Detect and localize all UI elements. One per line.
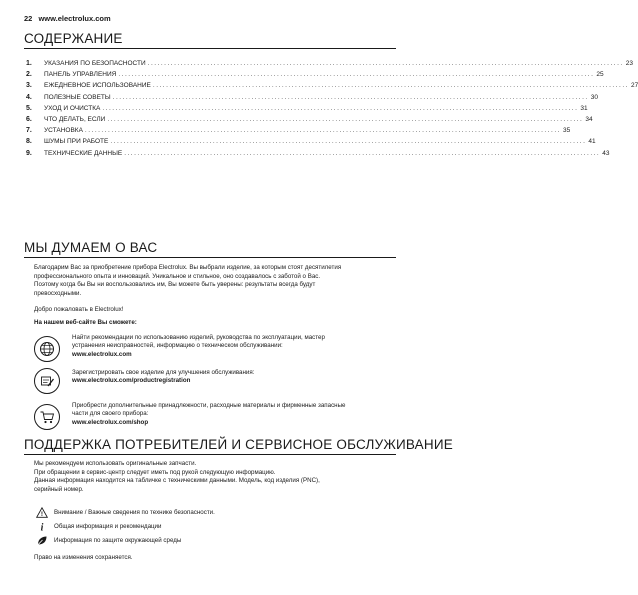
toc-item-page: 31	[580, 104, 588, 112]
shop-item	[72, 402, 392, 427]
svg-text:!: !	[40, 511, 44, 519]
toc-item-page: 35	[562, 127, 571, 135]
intro-line: Поэтому когда бы Вы ни воспользовались им, Вы можете быть уверены: результаты всегда будут	[34, 281, 316, 289]
legend-warning-text: Внимание / Важные сведения по технике безопасности.	[54, 509, 215, 516]
welcome-text: Добро пожаловать в Electrolux!	[34, 306, 124, 313]
toc-item-number: 7.	[26, 127, 32, 135]
info-icon	[36, 521, 48, 532]
toc-item[interactable]	[26, 103, 588, 114]
toc-item-label: УХОД И ОЧИСТКА	[44, 104, 101, 112]
toc-item-number: 4.	[26, 93, 32, 101]
toc-leader-dots: ................................................................................................................................................	[124, 149, 601, 157]
toc-item-label: ШУМЫ ПРИ РАБОТЕ	[44, 138, 109, 146]
item-line: части для своего прибора:	[72, 410, 149, 418]
intro-line: профессионального опыта и инноваций. Уникальное и стильное, оно создавалось с заботой о Вас.	[34, 272, 321, 280]
toc-item-label: УСТАНОВКА	[44, 127, 83, 135]
shopping-cart-icon	[34, 404, 60, 430]
website-heading: На нашем веб-сайте Вы сможете:	[34, 319, 137, 326]
item-link[interactable]: www.electrolux.com/shop	[72, 418, 149, 426]
globe-icon	[34, 336, 60, 362]
toc-item[interactable]	[26, 58, 633, 69]
legend-info-text: Общая информация и рекомендации	[54, 523, 162, 530]
support-divider	[24, 454, 396, 455]
toc-leader-dots: ................................................................................................................................................	[84, 127, 561, 135]
toc-item-label: ТЕХНИЧЕСКИЕ ДАННЫЕ	[44, 149, 123, 157]
item-line: Найти рекомендации по использованию изделий, руководства по эксплуатации, мастер	[72, 334, 325, 341]
page-number: 22	[24, 14, 33, 23]
toc-item-label: ЕЖЕДНЕВНОЕ ИСПОЛЬЗОВАНИЕ	[44, 82, 151, 90]
toc-item-label: ПОЛЕЗНЫЕ СОВЕТЫ	[44, 93, 111, 101]
toc-item-number: 6.	[26, 115, 32, 123]
toc-item[interactable]	[26, 69, 604, 80]
toc-item-page: 23	[625, 60, 633, 67]
toc-item-number: 9.	[26, 149, 32, 157]
toc-item[interactable]	[26, 80, 638, 91]
intro-line: превосходными.	[34, 289, 82, 297]
about-intro	[34, 264, 404, 298]
toc-item[interactable]	[26, 114, 593, 125]
support-line: Мы рекомендуем использовать оригинальные запчасти.	[34, 460, 197, 467]
support-text	[34, 460, 404, 494]
toc-item-number: 5.	[26, 104, 32, 112]
toc-item-label: ЧТО ДЕЛАТЬ, ЕСЛИ	[44, 115, 106, 123]
toc-title: СОДЕРЖАНИЕ	[24, 31, 123, 46]
toc-item-label: УКАЗАНИЯ ПО БЕЗОПАСНОСТИ	[44, 60, 146, 67]
toc-item-number: 1.	[26, 60, 32, 67]
toc-leader-dots: ................................................................................................................................................	[152, 82, 629, 90]
toc-item-number: 8.	[26, 138, 32, 146]
toc-item-page: 41	[588, 138, 596, 146]
toc-item-label: ПАНЕЛЬ УПРАВЛЕНИЯ	[44, 71, 117, 79]
toc-leader-dots: ................................................................................................................................................	[118, 71, 595, 79]
toc-item[interactable]	[26, 92, 598, 103]
toc-leader-dots: ................................................................................................................................................	[107, 115, 584, 123]
svg-text:i: i	[40, 522, 44, 534]
leaf-icon	[36, 535, 48, 546]
toc-item[interactable]	[26, 125, 571, 136]
toc-item-page: 43	[602, 149, 610, 157]
site-url[interactable]: www.electrolux.com	[38, 14, 111, 23]
toc-leader-dots: ................................................................................................................................................	[147, 60, 624, 67]
intro-line: Благодарим Вас за приобретение прибора Electrolux. Вы выбрали изделие, за которым стоят десятилетия	[34, 264, 342, 271]
page-header	[24, 14, 111, 23]
warning-icon	[36, 507, 48, 518]
item-line: устранения неисправностей, информацию о техническом обслуживании:	[72, 342, 283, 350]
support-line: Данная информация находится на табличке с техническими данными. Модель, код изделия (PNC),	[34, 477, 320, 485]
item-link[interactable]: www.electrolux.com/productregistration	[72, 377, 191, 385]
toc-item[interactable]	[26, 148, 610, 159]
about-title: МЫ ДУМАЕМ О ВАС	[24, 240, 158, 255]
footer-note: Право на изменения сохраняется.	[34, 554, 133, 561]
support-line: серийный номер.	[34, 485, 84, 493]
toc-item-page: 30	[590, 93, 598, 101]
support-line: При обращении в сервис-центр следует иметь под рукой следующую информацию.	[34, 468, 276, 476]
toc-item-number: 3.	[26, 82, 32, 90]
toc-leader-dots: ................................................................................................................................................	[102, 104, 579, 112]
item-line: Приобрести дополнительные принадлежности, расходные материалы и фирменные запасные	[72, 402, 346, 409]
toc-divider	[24, 48, 396, 49]
toc-leader-dots: ................................................................................................................................................	[112, 93, 589, 101]
table-of-contents	[26, 58, 638, 159]
item-link[interactable]: www.electrolux.com	[72, 350, 132, 358]
toc-item[interactable]	[26, 136, 596, 147]
website-item	[72, 334, 392, 359]
toc-item-page: 25	[596, 71, 604, 79]
toc-leader-dots: ................................................................................................................................................	[110, 138, 587, 146]
registration-icon	[34, 368, 60, 394]
item-line: Зарегистрировать свое изделие для улучшения обслуживания:	[72, 369, 255, 376]
toc-item-page: 27	[630, 82, 638, 90]
about-divider	[24, 257, 396, 258]
toc-item-number: 2.	[26, 71, 32, 79]
toc-item-page: 34	[585, 115, 593, 123]
legend-environment-text: Информация по защите окружающей среды	[54, 537, 182, 544]
support-title: ПОДДЕРЖКА ПОТРЕБИТЕЛЕЙ И СЕРВИСНОЕ ОБСЛУЖИВАНИЕ	[24, 437, 453, 452]
registration-item	[72, 369, 392, 386]
